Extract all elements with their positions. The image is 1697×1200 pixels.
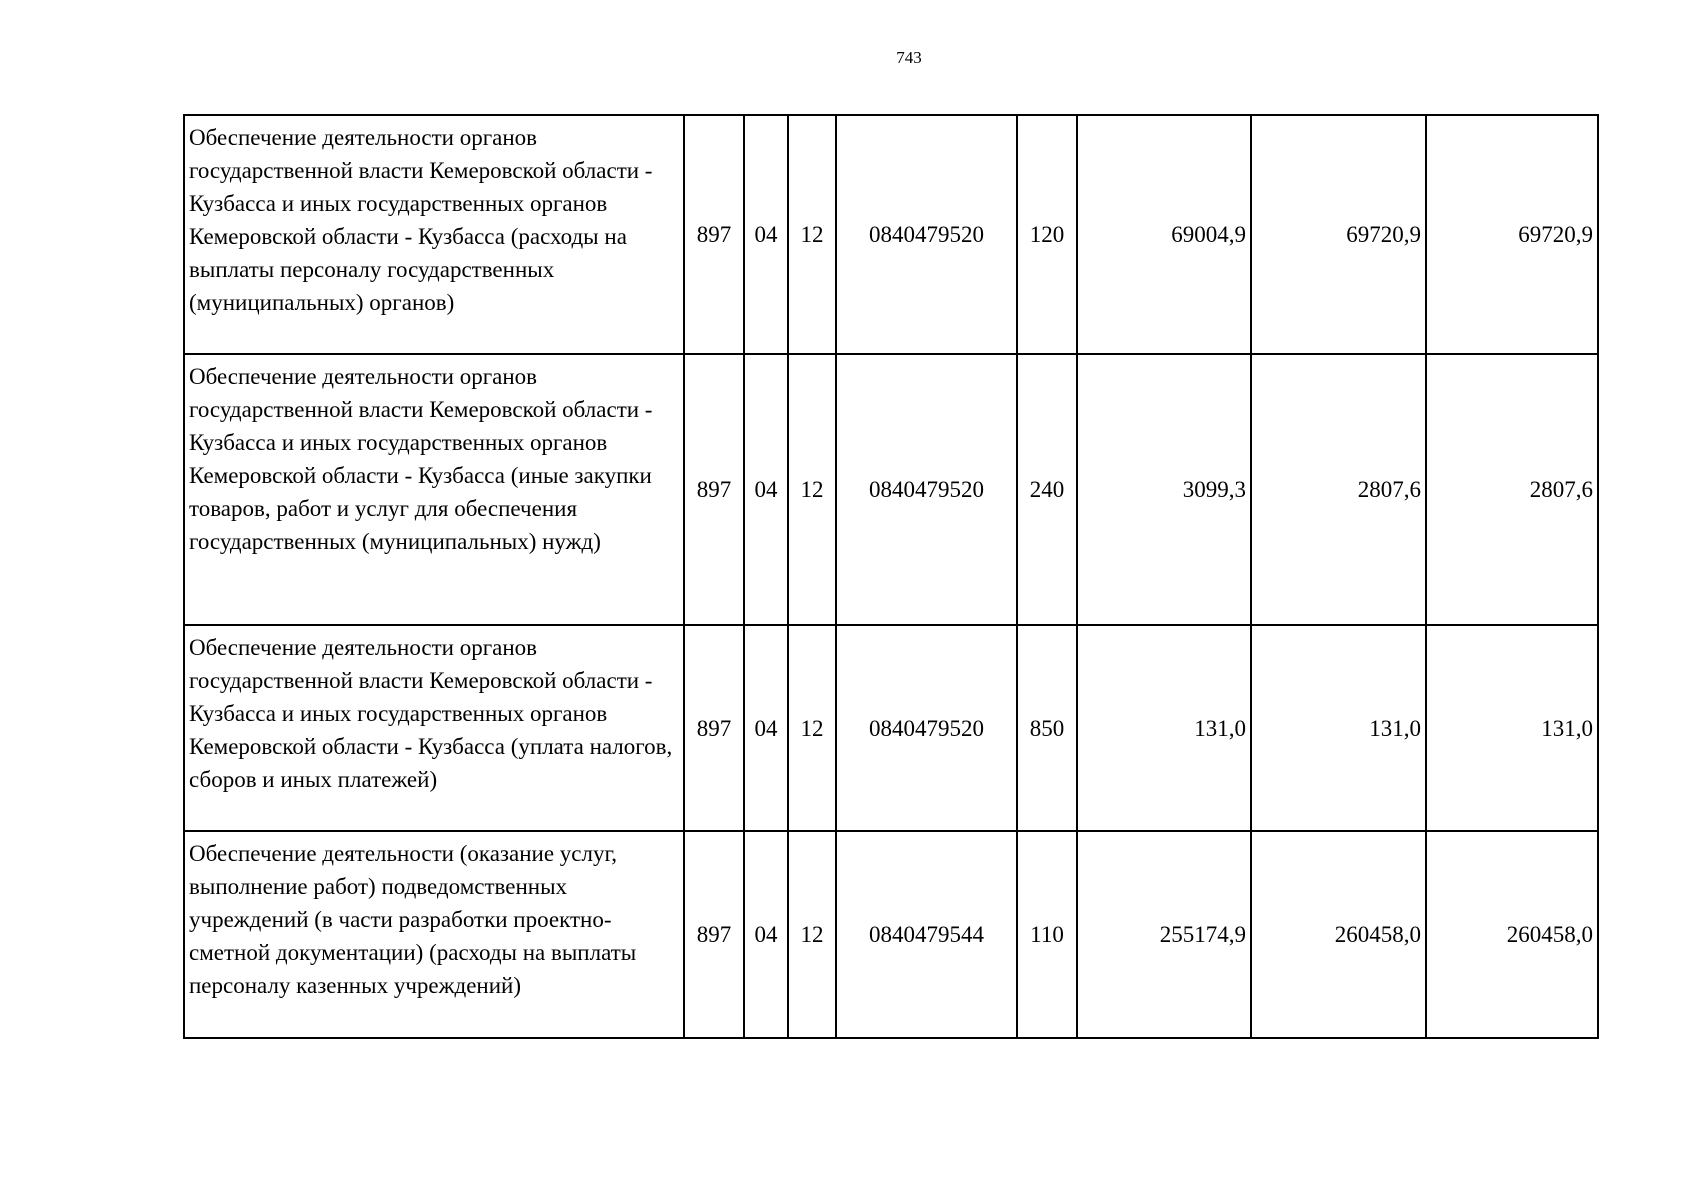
section-code: 04: [744, 354, 788, 625]
amount-3: 260458,0: [1426, 831, 1598, 1038]
row-description: Обеспечение деятельности (оказание услуг, выполнение работ) подведомственных учреждений (в части разработки проектно-сметной документации) (расходы на выплаты персоналу казенных учреждений): [184, 831, 684, 1038]
table-row: [184, 115, 1598, 354]
expense-type-code: 120: [1017, 115, 1077, 354]
row-description: Обеспечение деятельности органов государственной власти Кемеровской области - Кузбасса и иных государственных органов Кемеровской области - Кузбасса (уплата налогов, сборов и иных платежей): [184, 625, 684, 831]
ministry-code: 897: [684, 115, 744, 354]
table-row: [184, 831, 1598, 1038]
target-article-code: 0840479520: [836, 625, 1017, 831]
ministry-code: 897: [684, 354, 744, 625]
row-description: Обеспечение деятельности органов государственной власти Кемеровской области - Кузбасса и иных государственных органов Кемеровской области - Кузбасса (иные закупки товаров, работ и услуг для обеспечения государственных (муниципальных) нужд): [184, 354, 684, 625]
section-code: 04: [744, 115, 788, 354]
amount-1: 131,0: [1077, 625, 1251, 831]
target-article-code: 0840479520: [836, 354, 1017, 625]
table-row: [184, 354, 1598, 625]
amount-1: 255174,9: [1077, 831, 1251, 1038]
target-article-code: 0840479544: [836, 831, 1017, 1038]
amount-2: 260458,0: [1251, 831, 1426, 1038]
expense-type-code: 850: [1017, 625, 1077, 831]
subsection-code: 12: [788, 625, 836, 831]
ministry-code: 897: [684, 625, 744, 831]
amount-3: 131,0: [1426, 625, 1598, 831]
amount-3: 69720,9: [1426, 115, 1598, 354]
table-row: [184, 625, 1598, 831]
subsection-code: 12: [788, 831, 836, 1038]
expense-type-code: 240: [1017, 354, 1077, 625]
amount-3: 2807,6: [1426, 354, 1598, 625]
subsection-code: 12: [788, 354, 836, 625]
target-article-code: 0840479520: [836, 115, 1017, 354]
amount-1: 3099,3: [1077, 354, 1251, 625]
ministry-code: 897: [684, 831, 744, 1038]
subsection-code: 12: [788, 115, 836, 354]
page-number: 743: [896, 48, 922, 67]
section-code: 04: [744, 625, 788, 831]
row-description: Обеспечение деятельности органов государственной власти Кемеровской области - Кузбасса и иных государственных органов Кемеровской области - Кузбасса (расходы на выплаты персоналу государственных (муниципальных) органов): [184, 115, 684, 354]
amount-2: 131,0: [1251, 625, 1426, 831]
amount-1: 69004,9: [1077, 115, 1251, 354]
amount-2: 2807,6: [1251, 354, 1426, 625]
expense-type-code: 110: [1017, 831, 1077, 1038]
amount-2: 69720,9: [1251, 115, 1426, 354]
budget-table: [183, 114, 1599, 1039]
section-code: 04: [744, 831, 788, 1038]
